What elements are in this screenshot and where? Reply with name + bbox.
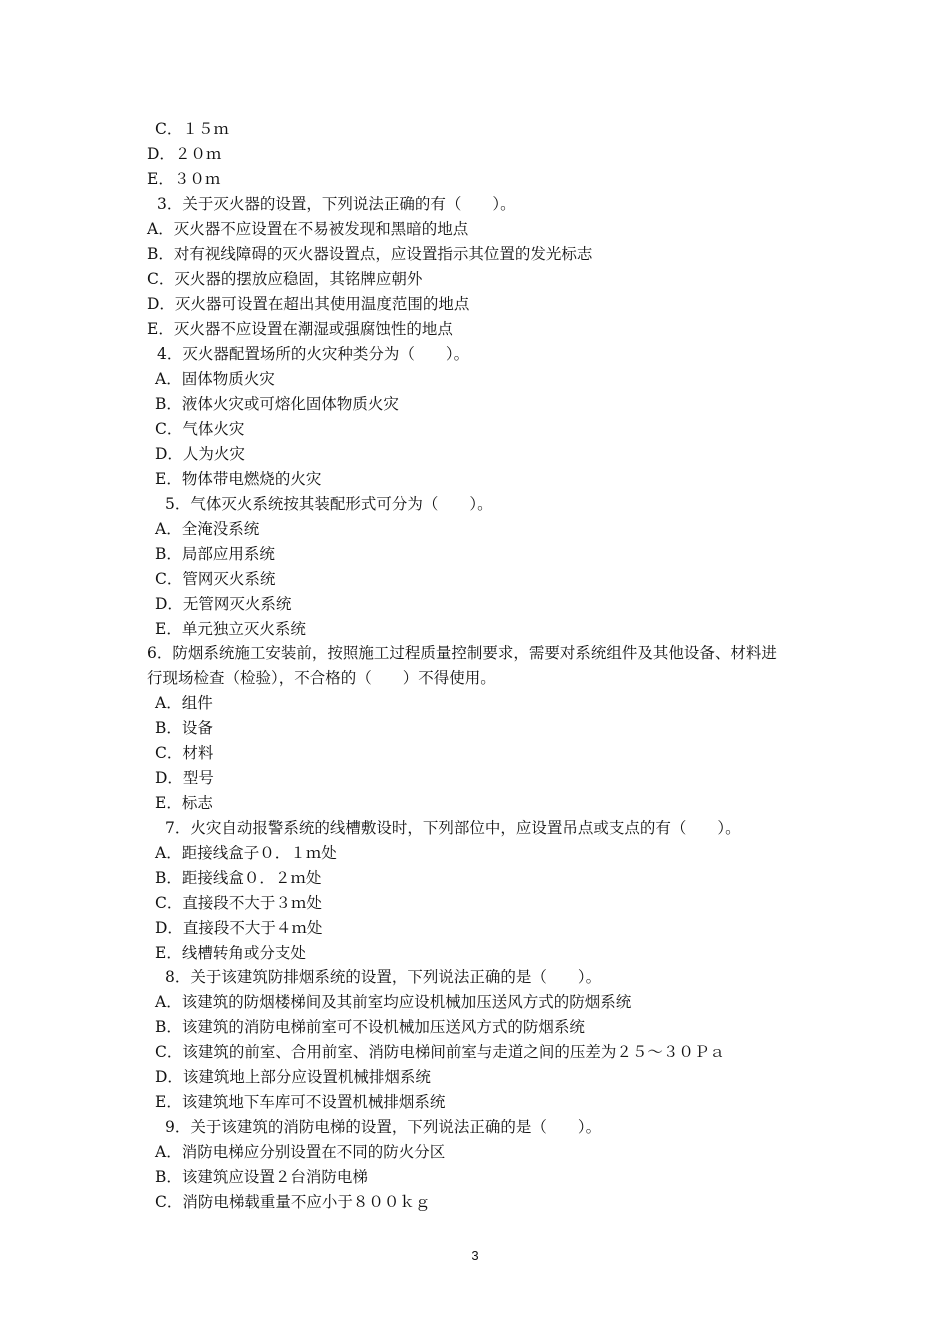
question-line: 4．灭火器配置场所的火灾种类分为（ ）。 — [157, 345, 470, 363]
option-line: E．灭火器不应设置在潮湿或强腐蚀性的地点 — [147, 320, 453, 338]
option-line: A．消防电梯应分别设置在不同的防火分区 — [155, 1143, 446, 1161]
option-line: A．灭火器不应设置在不易被发现和黑暗的地点 — [147, 220, 469, 238]
option-line: D．直接段不大于４ｍ处 — [155, 919, 323, 937]
option-line: C．灭火器的摆放应稳固，其铭牌应朝外 — [147, 270, 423, 288]
option-line: B．局部应用系统 — [155, 545, 275, 563]
option-line: E．标志 — [155, 794, 213, 812]
option-line: E．该建筑地下车库可不设置机械排烟系统 — [155, 1093, 446, 1111]
question-line: 3．关于灭火器的设置，下列说法正确的有（ ）。 — [157, 195, 516, 213]
option-line: E．物体带电燃烧的火灾 — [155, 470, 322, 488]
option-line: C．直接段不大于３ｍ处 — [155, 894, 322, 912]
question-line: 行现场检查（检验），不合格的（ ）不得使用。 — [147, 669, 496, 687]
option-line: D．２０ｍ — [147, 145, 222, 163]
option-line: C．气体火灾 — [155, 420, 245, 438]
question-line: 6．防烟系统施工安装前，按照施工过程质量控制要求，需要对系统组件及其他设备、材料进 — [147, 644, 777, 662]
option-line: C．管网灭火系统 — [155, 570, 276, 588]
question-line: 9．关于该建筑的消防电梯的设置，下列说法正确的是（ ）。 — [165, 1118, 602, 1136]
page-number: 3 — [471, 1248, 479, 1263]
question-line: 7．火灾自动报警系统的线槽敷设时，下列部位中，应设置吊点或支点的有（ ）。 — [165, 819, 741, 837]
option-line: A．全淹没系统 — [155, 520, 260, 538]
option-line: A．距接线盒子０．１ｍ处 — [155, 844, 337, 862]
option-line: C．该建筑的前室、合用前室、消防电梯间前室与走道之间的压差为２５～３０Ｐａ — [155, 1043, 725, 1061]
question-line: 8．关于该建筑防排烟系统的设置，下列说法正确的是（ ）。 — [165, 968, 602, 986]
option-line: D．灭火器可设置在超出其使用温度范围的地点 — [147, 295, 470, 313]
question-line: 5．气体灭火系统按其装配形式可分为（ ）。 — [165, 495, 493, 513]
option-line: A．该建筑的防烟楼梯间及其前室均应设机械加压送风方式的防烟系统 — [155, 993, 632, 1011]
option-line: C．消防电梯载重量不应小于８００ｋｇ — [155, 1193, 431, 1211]
option-line: A．组件 — [155, 694, 213, 712]
option-line: D．该建筑地上部分应设置机械排烟系统 — [155, 1068, 431, 1086]
option-line: B．设备 — [155, 719, 213, 737]
option-line: C．材料 — [155, 744, 214, 762]
option-line: B．该建筑的消防电梯前室可不设机械加压送风方式的防烟系统 — [155, 1018, 585, 1036]
option-line: B．该建筑应设置２台消防电梯 — [155, 1168, 368, 1186]
option-line: B．液体火灾或可熔化固体物质火灾 — [155, 395, 399, 413]
option-line: D．人为火灾 — [155, 445, 245, 463]
option-line: B．距接线盒０．２ｍ处 — [155, 869, 322, 887]
option-line: C．１５ｍ — [155, 120, 229, 138]
option-line: E．３０ｍ — [147, 170, 221, 188]
option-line: E．线槽转角或分支处 — [155, 944, 306, 962]
option-line: A．固体物质火灾 — [155, 370, 275, 388]
option-line: D．型号 — [155, 769, 214, 787]
option-line: B．对有视线障碍的灭火器设置点，应设置指示其位置的发光标志 — [147, 245, 593, 263]
option-line: D．无管网灭火系统 — [155, 595, 292, 613]
option-line: E．单元独立灭火系统 — [155, 620, 306, 638]
